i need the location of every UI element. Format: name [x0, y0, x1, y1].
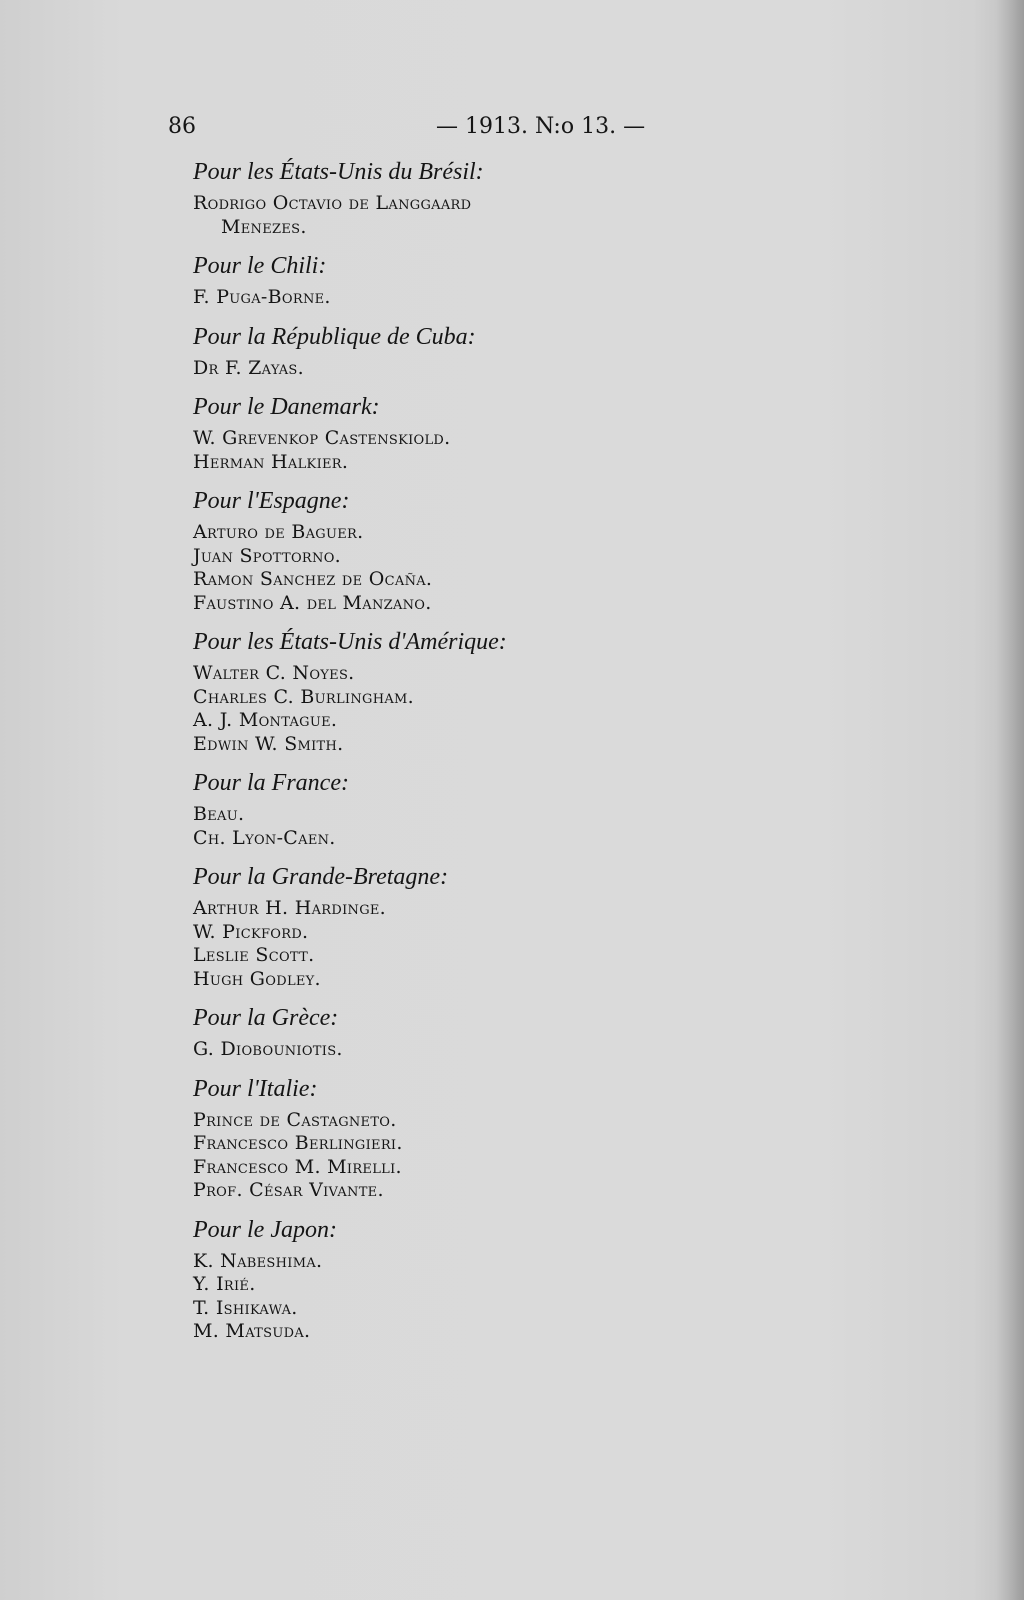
signatory-name: Prince de Castagneto. [193, 1108, 397, 1131]
running-head: — 1913. N:o 13. — [436, 114, 646, 139]
country-heading: Pour le Danemark: [193, 394, 380, 420]
signatory-name: M. Matsuda. [193, 1320, 311, 1342]
signatory-group [193, 252, 753, 310]
signatory-name: Juan Spottorno. [193, 544, 341, 567]
signatory-name: Arthur H. Hardinge. [193, 897, 387, 919]
signatory-name: Leslie Scott. [193, 944, 315, 966]
country-heading: Pour la France: [193, 770, 349, 796]
signatory-name: T. Ishikawa. [193, 1296, 298, 1319]
signatory-name: Herman Halkier. [193, 450, 349, 473]
signatories-list [193, 158, 753, 1357]
country-heading: Pour la Grèce: [193, 1005, 339, 1031]
signatory-group [193, 863, 753, 991]
signatory-name: Edwin W. Smith. [193, 732, 344, 755]
signatory-name: F. Puga-Borne. [193, 286, 331, 308]
signatory-name: Hugh Godley. [193, 967, 321, 990]
signatory-name: Dr F. Zayas. [193, 356, 304, 379]
country-heading: Pour la République de Cuba: [193, 323, 476, 350]
signatory-name: W. Pickford. [193, 920, 309, 943]
signatory-name: Y. Irié. [193, 1273, 256, 1295]
signatory-name: Arturo de Baguer. [193, 521, 364, 543]
signatory-name: Prof. César Vivante. [193, 1179, 384, 1201]
signatory-name: G. Diobouniotis. [193, 1038, 343, 1060]
signatory-group [193, 487, 753, 615]
signatory-group [193, 393, 753, 474]
signatory-name: Charles C. Burlingham. [193, 685, 414, 708]
country-heading: Pour les États-Unis du Brésil: [193, 159, 484, 185]
signatory-name: Rodrigo Octavio de Langgaard [193, 192, 472, 214]
country-heading: Pour la Grande-Bretagne: [193, 864, 449, 890]
country-heading: Pour le Japon: [193, 1216, 337, 1243]
country-heading: Pour les États-Unis d'Amérique: [193, 629, 507, 655]
signatory-group [193, 628, 753, 756]
signatory-name: Walter C. Noyes. [193, 662, 355, 684]
country-heading: Pour l'Espagne: [193, 488, 350, 514]
signatory-name: K. Nabeshima. [193, 1249, 323, 1272]
signatory-group [193, 1075, 753, 1203]
country-heading: Pour l'Italie: [193, 1075, 318, 1102]
signatory-group [193, 769, 753, 850]
signatory-name: Ramon Sanchez de Ocaña. [193, 568, 433, 590]
signatory-name: Francesco Berlingieri. [193, 1132, 403, 1154]
signatory-name: Ch. Lyon-Caen. [193, 826, 336, 849]
signatory-group [193, 1216, 753, 1344]
signatory-name: Francesco M. Mirelli. [193, 1155, 402, 1178]
page-header [168, 114, 718, 144]
signatory-name: Beau. [193, 803, 245, 825]
signatory-name: W. Grevenkop Castenskiold. [193, 427, 451, 449]
country-heading: Pour le Chili: [193, 253, 327, 279]
signatory-name: Faustino A. del Manzano. [193, 591, 432, 614]
signatory-group [193, 1004, 753, 1062]
signatory-group [193, 323, 753, 381]
signatory-name: Menezes. [221, 215, 307, 238]
page-edge-shadow [996, 0, 1024, 1600]
page-number: 86 [168, 114, 196, 139]
signatory-name: A. J. Montague. [193, 709, 338, 731]
signatory-group [193, 158, 753, 239]
